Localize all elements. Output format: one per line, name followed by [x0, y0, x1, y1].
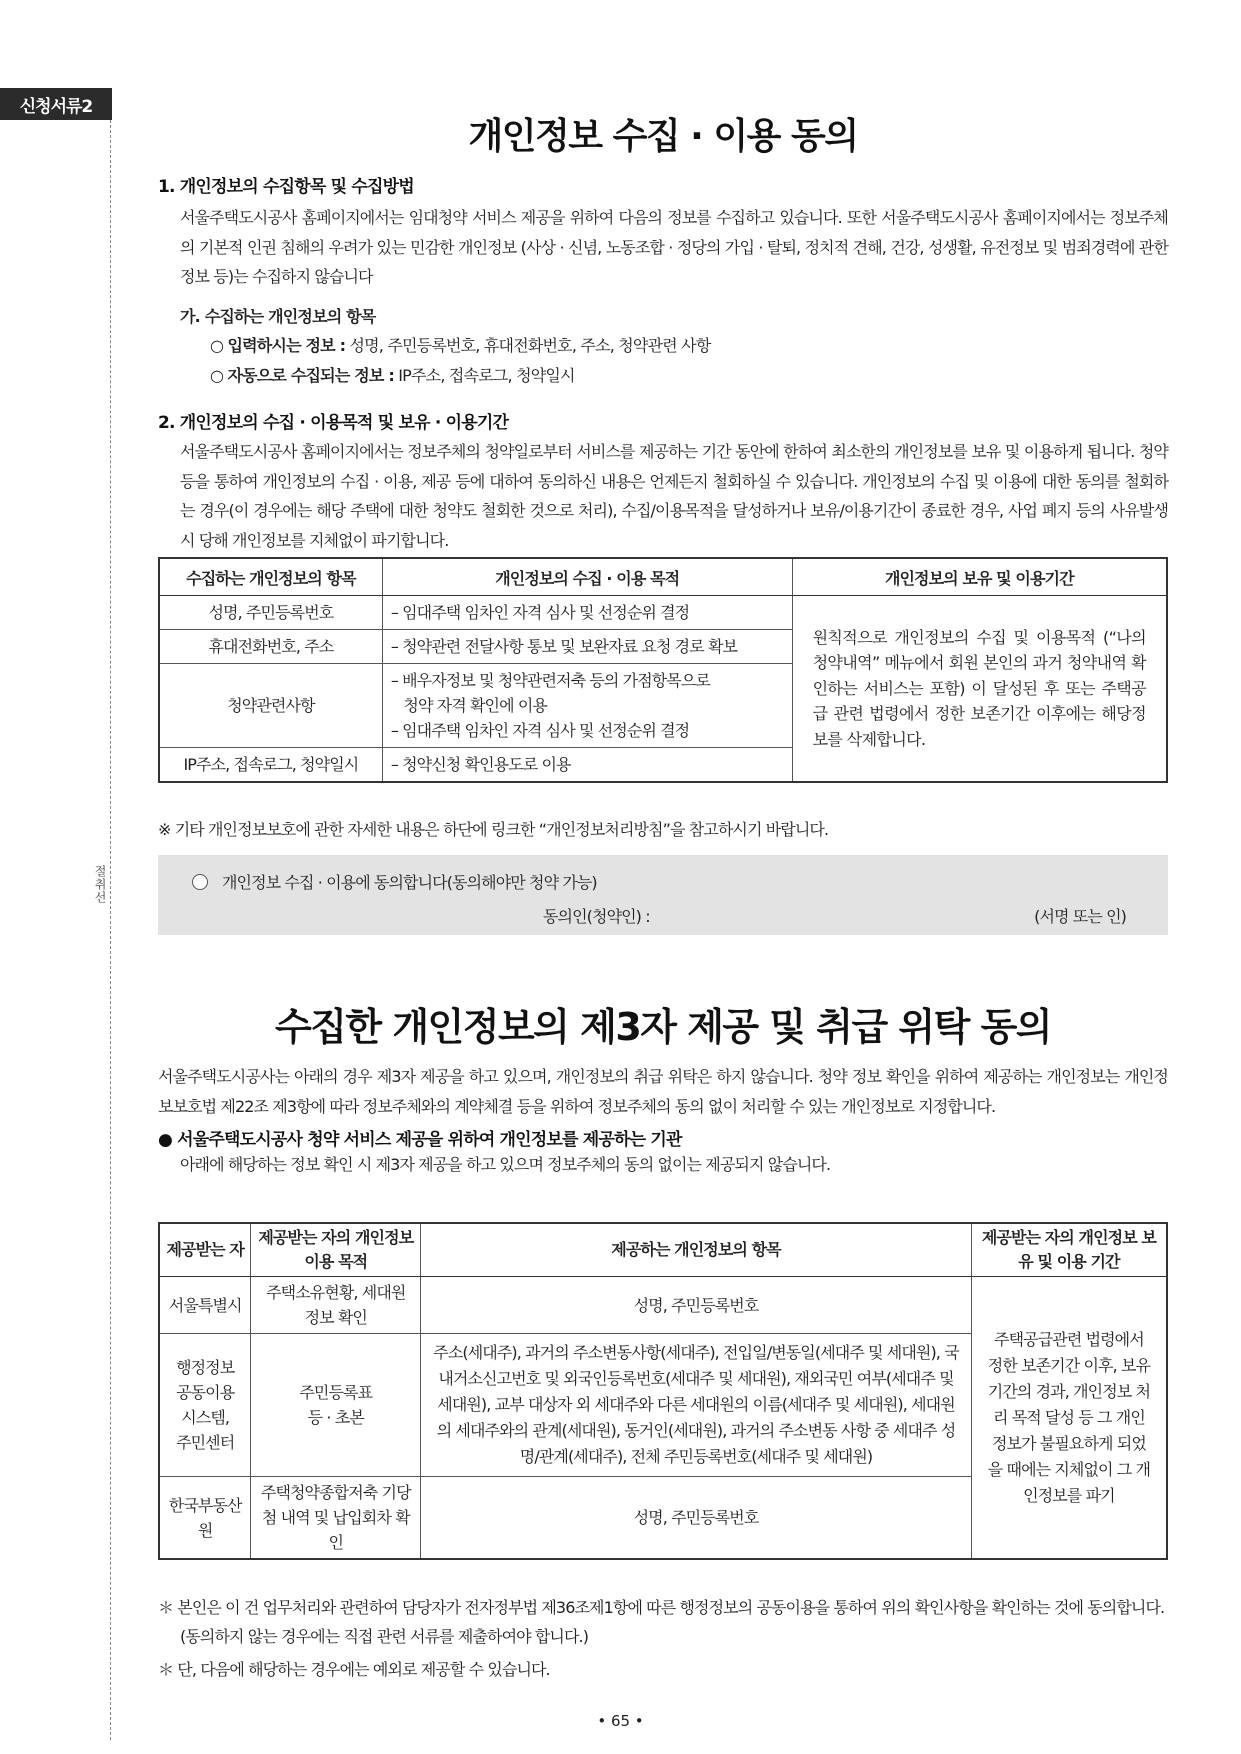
table-cell-purpose: – 청약신청 확인용도로 이용	[382, 748, 792, 783]
table-row	[159, 596, 1167, 630]
table-cell-recipient: 서울특별시	[159, 1277, 251, 1334]
table-cell-purpose: 주택소유현황, 세대원 정보 확인	[251, 1277, 421, 1334]
table-cell-recipient: 행정정보 공동이용 시스템, 주민센터	[159, 1334, 251, 1477]
section-1	[158, 172, 1168, 391]
table-header: 수집하는 개인정보의 항목	[159, 558, 382, 596]
table-cell-recipient: 한국부동산원	[159, 1477, 251, 1560]
section-3-bullet-heading: ● 서울주택도시공사 청약 서비스 제공을 위하여 개인정보를 제공하는 기관	[158, 1130, 682, 1150]
sign-hint: (서명 또는 인)	[1034, 907, 1126, 926]
table-cell-purpose	[382, 664, 792, 748]
item-value: IP주소, 접속로그, 청약일시	[393, 365, 575, 385]
table-header: 제공받는 자의 개인정보 이용 목적	[251, 1223, 421, 1277]
item-label: 자동으로 수집되는 정보 :	[227, 365, 394, 385]
table-cell-retention: 원칙적으로 개인정보의 수집 및 이용목적 (“나의 청약내역” 메뉴에서 회원 본인의 과거 청약내역 확인하는 서비스는 포함) 이 달성된 후 또는 주택공급 관련 법령에서 정한 보존기간 이후에는 해당정보를 삭제합니다.	[792, 596, 1167, 783]
section-3	[158, 1062, 1168, 1180]
consent-label: 개인정보 수집 · 이용에 동의합니다(동의해야만 청약 가능)	[222, 873, 597, 892]
section-2-body: 서울주택도시공사 홈페이지에서는 정보주체의 청약일로부터 서비스를 제공하는 기간 동안에 한하여 최소한의 개인정보를 보유 및 이용하게 됩니다. 청약 등을 통하여 개인정보의 수집 · 이용, 제공 등에 대하여 동의하신 내용은 언제든지 철회하실 수 있습니다. 개인정보의 수집 및 이용에 대한 동의를 철회하는 경우(이 경우에는 해당 주택에 대한 청약도 철회한 것으로 처리), 수집/이용목적을 달성하거나 보유/이용기간이 종료한 경우, 사업 폐지 등의 사유발생시 당해 개인정보를 지체없이 파기합니다.	[180, 442, 1168, 550]
consent-radio[interactable]	[192, 874, 208, 890]
table-header: 제공받는 자의 개인정보 보유 및 이용 기간	[971, 1223, 1167, 1277]
signature-field[interactable]	[606, 899, 1106, 925]
table-header-row	[159, 1223, 1167, 1277]
table-header: 제공하는 개인정보의 항목	[421, 1223, 972, 1277]
table-cell-items: 성명, 주민등록번호	[421, 1277, 972, 1334]
table-header: 개인정보의 보유 및 이용기간	[792, 558, 1167, 596]
table-cell-purpose: – 청약관련 전달사항 통보 및 보완자료 요청 경로 확보	[382, 630, 792, 664]
table-cell-purpose: – 임대주택 임차인 자격 심사 및 선정순위 결정	[382, 596, 792, 630]
signer-label: 동의인(청약인) :	[543, 907, 650, 926]
item-value: 성명, 주민등록번호, 휴대전화번호, 주소, 청약관련 사항	[345, 335, 711, 355]
table-cell-item: IP주소, 접속로그, 청약일시	[159, 748, 382, 783]
table-cell-items: 성명, 주민등록번호	[421, 1477, 972, 1560]
section-2	[158, 408, 1168, 555]
table-header-row	[159, 558, 1167, 596]
table-header: 제공받는 자	[159, 1223, 251, 1277]
note-item: ＊ 단, 다음에 해당하는 경우에는 예외로 제공할 수 있습니다.	[158, 1660, 550, 1679]
table-cell-item: 휴대전화번호, 주소	[159, 630, 382, 664]
circle-bullet-icon: ○	[210, 335, 224, 355]
consent-box	[158, 855, 1168, 935]
table-row	[159, 1277, 1167, 1334]
document-tag: 신청서류2	[0, 88, 112, 120]
section-3-bullet-body: 아래에 해당하는 정보 확인 시 제3자 제공을 하고 있으며 정보주체의 동의 없이는 제공되지 않습니다.	[180, 1155, 831, 1174]
section-2-heading: 2. 개인정보의 수집 · 이용목적 및 보유 · 이용기간	[158, 413, 509, 433]
note-privacy-policy: ※ 기타 개인정보보호에 관한 자세한 내용은 하단에 링크한 “개인정보처리방침”을 참고하시기 바랍니다.	[158, 820, 829, 839]
purpose-line: – 임대주택 임차인 자격 심사 및 선정순위 결정	[390, 721, 690, 740]
table-header: 개인정보의 수집 · 이용 목적	[382, 558, 792, 596]
section-1-heading: 1. 개인정보의 수집항목 및 수집방법	[158, 177, 414, 197]
purpose-line: – 배우자정보 및 청약관련저축 등의 가점항목으로	[390, 671, 710, 690]
circle-bullet-icon: ○	[210, 365, 224, 385]
list-item	[210, 331, 1168, 361]
section-1-body: 서울주택도시공사 홈페이지에서는 임대청약 서비스 제공을 위하여 다음의 정보를 수집하고 있습니다. 또한 서울주택도시공사 홈페이지에서는 정보주체의 기본적 인권 침해의 우려가 있는 민감한 개인정보 (사상 · 신념, 노동조합 · 정당의 가입 · 탈퇴, 정치적 견해, 건강, 성생활, 유전정보 및 범죄경력에 관한 정보 등)는 수집하지 않습니다	[180, 208, 1168, 286]
section-3-body: 서울주택도시공사는 아래의 경우 제3자 제공을 하고 있으며, 개인정보의 취급 위탁은 하지 않습니다. 청약 정보 확인을 위하여 제공하는 개인정보는 개인정보보호법 제22조 제3항에 따라 정보주체와의 계약체결 등을 위하여 정보주체의 동의 없이 처리할 수 있는 개인정보로 지정합니다.	[158, 1067, 1168, 1116]
collection-table	[158, 557, 1168, 783]
list-item	[210, 361, 1168, 391]
item-label: 입력하시는 정보 :	[227, 335, 346, 355]
note-item: ＊ 본인은 이 건 업무처리와 관련하여 담당자가 전자정부법 제36조제1항에 따른 행정정보의 공동이용을 통하여 위의 확인사항을 확인하는 것에 동의합니다. (동의하지 않는 경우에는 직접 관련 서류를 제출하여야 합니다.)	[158, 1598, 1165, 1646]
title-third-party-consent: 수집한 개인정보의 제3자 제공 및 취급 위탁 동의	[274, 1005, 1051, 1049]
table-cell-purpose: 주택청약종합저축 기당첨 내역 및 납입회차 확인	[251, 1477, 421, 1560]
table-cell-item: 청약관련사항	[159, 664, 382, 748]
cut-line-label: 절취선	[93, 865, 107, 904]
page-number: • 65 •	[597, 1712, 644, 1730]
table-cell-item: 성명, 주민등록번호	[159, 596, 382, 630]
purpose-line: 청약 자격 확인에 이용	[390, 696, 547, 715]
notes-section	[158, 1593, 1168, 1684]
third-party-table	[158, 1222, 1168, 1560]
table-cell-purpose: 주민등록표 등 · 초본	[251, 1334, 421, 1477]
section-1-sub-heading: 가. 수집하는 개인정보의 항목	[180, 306, 376, 326]
table-cell-items: 주소(세대주), 과거의 주소변동사항(세대주), 전입일/변동일(세대주 및 세대원), 국내거소신고번호 및 외국인등록번호(세대주 및 세대원), 재외국민 여부(세대주 및 세대원), 교부 대상자 외 세대주와 다른 세대원의 이름(세대주 및 세대원), 세대원의 세대주와의 관계(세대원), 동거인(세대원), 과거의 주소변동 사항 중 세대주 성명/관계(세대주), 전체 주민등록번호(세대주 및 세대원)	[421, 1334, 972, 1477]
title-consent-collection: 개인정보 수집 · 이용 동의	[468, 116, 858, 157]
cut-line	[110, 120, 111, 1740]
table-cell-retention: 주택공급관련 법령에서 정한 보존기간 이후, 보유기간의 경과, 개인정보 처리 목적 달성 등 그 개인정보가 불필요하게 되었을 때에는 지체없이 그 개인정보를 파기	[971, 1277, 1167, 1560]
